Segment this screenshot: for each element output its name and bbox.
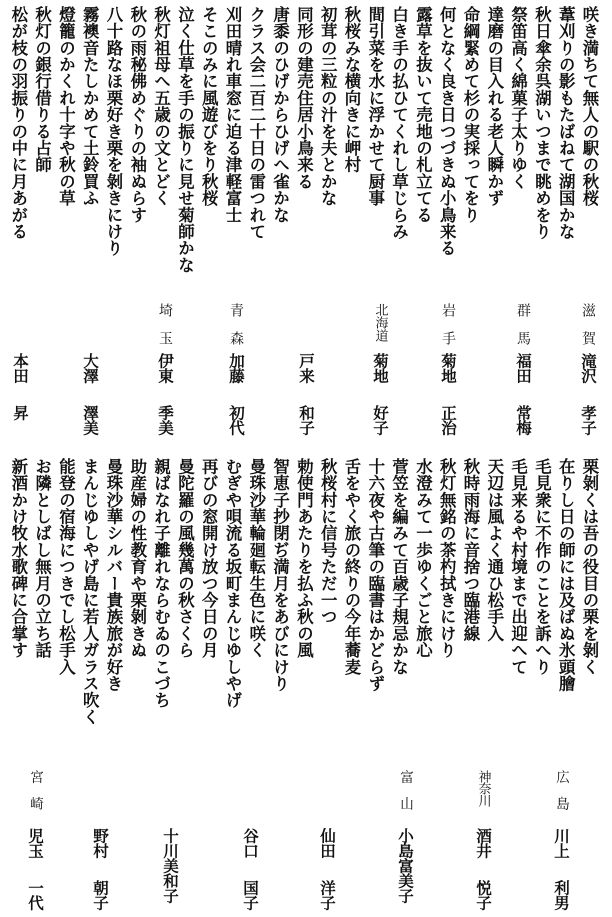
author-credit <box>551 770 571 910</box>
author-given-name: 正治 <box>439 405 457 435</box>
haiku-line: 天辺は風よく通ひ松手入 <box>484 458 504 642</box>
haiku-line: 咲き満ちて無人の駅の秋桜 <box>580 6 599 207</box>
haiku-line: 秋日傘余呉湖いつまで眺めをり <box>532 6 552 240</box>
haiku-line: 菅笠を編みて百歳子規忌かな <box>389 458 409 676</box>
haiku-line: 曼珠沙華シルバー貴族旅が好き <box>104 458 123 692</box>
haiku-line: 白き手の払ひてくれし草じらみ <box>389 6 409 240</box>
haiku-line: 能登の宿海につきでし松手入 <box>56 458 76 676</box>
author-family-name: 野村 <box>91 828 109 858</box>
author-family-name: 酒井 <box>474 828 492 858</box>
author-given-name: 美和子 <box>161 858 179 903</box>
author-given-name: 悦子 <box>474 880 492 910</box>
haiku-line: 秋灯無銘の茶杓拭きにけり <box>437 458 457 659</box>
haiku-line: むぎや唄流る坂町まんじゆしやげ <box>223 458 242 709</box>
author-family-name: 大澤 <box>81 353 99 383</box>
author-family-name: 川上 <box>552 828 570 858</box>
author-family-name: 伊東 <box>156 353 174 383</box>
author-family-name: 加藤 <box>227 353 245 383</box>
author-credit <box>90 770 110 910</box>
haiku-line: 秋灯祖母へ五歳の文とどく <box>151 6 171 207</box>
author-given-name: 朝子 <box>91 880 109 910</box>
haiku-line: お隣としばし無月の立ち話 <box>32 458 52 659</box>
author-prefecture: 宮崎 <box>27 770 43 823</box>
haiku-line: 毛見来るや村境まで出迎へて <box>508 458 528 676</box>
author-family-name: 小島 <box>396 828 414 858</box>
author-given-name: 昇 <box>11 405 29 420</box>
haiku-line: 祭笛高く綿菓子太りゆく <box>508 6 528 190</box>
author-family-name: 仙田 <box>318 828 336 858</box>
author-credit <box>395 770 415 903</box>
author-family-name: 戸来 <box>297 353 315 383</box>
author-given-name: 国子 <box>241 880 259 910</box>
haiku-line: 再びの窓開け放つ今日の月 <box>199 458 219 659</box>
haiku-line: 命綱緊めて杉の実採ってをり <box>461 6 480 224</box>
author-family-name: 滝沢 <box>579 353 597 383</box>
author-prefecture: 神奈川 <box>475 770 491 806</box>
haiku-line: 栗剝くは吾の役目の栗を剝く <box>580 458 599 676</box>
haiku-line: クラス会二百二十日の雷つれて <box>246 6 266 240</box>
author-given-name: 初代 <box>227 405 245 435</box>
author-family-name: 福田 <box>514 353 532 383</box>
haiku-line: 在りし日の師には及ばぬ氷頭膾 <box>556 458 576 692</box>
author-credit <box>296 303 316 435</box>
author-prefecture: 富山 <box>397 770 413 823</box>
haiku-line: 唐黍のひげからひげへ雀かな <box>270 6 290 224</box>
haiku-line: 曼珠沙華輪廻転生色に咲く <box>246 458 266 659</box>
haiku-line: 智恵子抄閉ぢ満月をあびにけり <box>270 458 290 692</box>
haiku-line: 勅使門あたりを払ふ秋の風 <box>294 458 314 659</box>
haiku-line: 秋桜村に信号ただ一つ <box>318 458 338 625</box>
haiku-line: 水澄みて一歩ゆくごと旅心 <box>413 458 433 659</box>
author-family-name: 菊地 <box>371 353 389 383</box>
author-given-name: 孝子 <box>579 405 597 435</box>
haiku-line: 燈籠のかくれ十字や秋の草 <box>56 6 76 207</box>
author-prefecture: 群馬 <box>515 303 531 359</box>
author-prefecture: 青森 <box>228 303 244 359</box>
author-prefecture: 岩手 <box>440 303 456 359</box>
haiku-line: 親ばなれ子離れならむゐのこづち <box>151 458 171 709</box>
author-prefecture: 広島 <box>553 770 569 823</box>
author-given-name: 澤美 <box>81 405 99 435</box>
author-credit <box>80 303 100 435</box>
haiku-line: 舌をやく旅の終りの今年蕎麦 <box>342 458 361 676</box>
haiku-line: 初茸の三粒の汁を夫とかな <box>318 6 338 207</box>
author-given-name: 洋子 <box>318 880 336 910</box>
author-credit <box>25 770 45 910</box>
haiku-line: 同形の建売住居小鳥来る <box>294 6 314 190</box>
author-prefecture: 滋賀 <box>580 303 596 359</box>
haiku-line: 秋時雨海に音捨つ臨港線 <box>461 458 480 642</box>
author-given-name: 一代 <box>26 880 44 910</box>
haiku-line: 刈田晴れ車窓に迫る津軽富士 <box>223 6 242 224</box>
author-credit <box>513 303 533 435</box>
author-credit <box>317 770 337 910</box>
haiku-line: 松が枝の羽振りの中に月あがる <box>8 6 28 240</box>
author-given-name: 和子 <box>297 405 315 435</box>
haiku-line: 葦刈りの影もたばねて湖国かな <box>556 6 576 240</box>
author-given-name: 利男 <box>552 880 570 910</box>
author-family-name: 十川 <box>161 828 179 858</box>
haiku-line: 何となく良き日つづきぬ小鳥来る <box>437 6 457 257</box>
haiku-line: 達磨の目入れる老人瞬かず <box>484 6 504 207</box>
author-credit <box>155 303 175 435</box>
haiku-line: 秋灯の銀行借りる占師 <box>32 6 52 173</box>
author-family-name: 谷口 <box>241 828 259 858</box>
author-given-name: 常梅 <box>514 405 532 435</box>
author-prefecture: 埼玉 <box>157 303 173 359</box>
haiku-line: そこのみに風遊びをり秋桜 <box>199 6 219 207</box>
haiku-line: 曼陀羅の風幾萬の秋さくら <box>175 458 195 659</box>
author-credit <box>240 770 260 910</box>
haiku-line: 霧襖音たしかめて土鈴買ふ <box>80 6 100 207</box>
haiku-line: 助産婦の性教育や栗剝きぬ <box>127 458 147 659</box>
author-credit <box>438 303 458 435</box>
haiku-line: 十六夜や古筆の臨書はかどらず <box>365 458 385 692</box>
author-credit <box>160 770 180 903</box>
author-given-name: 季美 <box>156 405 174 435</box>
author-family-name: 菊地 <box>439 353 457 383</box>
haiku-line: 泣く仕草を手の振りに見せ菊師かな <box>175 6 195 274</box>
author-given-name: 好子 <box>371 405 389 435</box>
haiku-line: 秋桜みな横向きに岬村 <box>342 6 361 173</box>
author-family-name: 本田 <box>11 353 29 383</box>
haiku-line: 八十路なほ栗好き栗を剝きにけり <box>104 6 123 257</box>
haiku-line: 間引菜を水に浮かせて厨事 <box>365 6 385 207</box>
author-credit <box>370 303 390 435</box>
author-credit <box>578 303 598 435</box>
author-credit <box>473 770 493 910</box>
haiku-line: 新酒かけ牧水歌碑に合掌す <box>8 458 28 659</box>
haiku-line: 毛見衆に不作のことを訴へり <box>532 458 552 676</box>
author-credit <box>10 303 30 420</box>
author-given-name: 富美子 <box>396 858 414 903</box>
haiku-line: まんじゆしやげ島に若人ガラス吹く <box>80 458 100 726</box>
author-family-name: 児玉 <box>26 828 44 858</box>
haiku-line: 露草を抜いて売地の札立てる <box>413 6 433 224</box>
haiku-line: 秋の雨秘佛めぐりの袖ぬらす <box>127 6 147 224</box>
author-prefecture: 北海道 <box>372 303 388 342</box>
author-credit <box>226 303 246 435</box>
